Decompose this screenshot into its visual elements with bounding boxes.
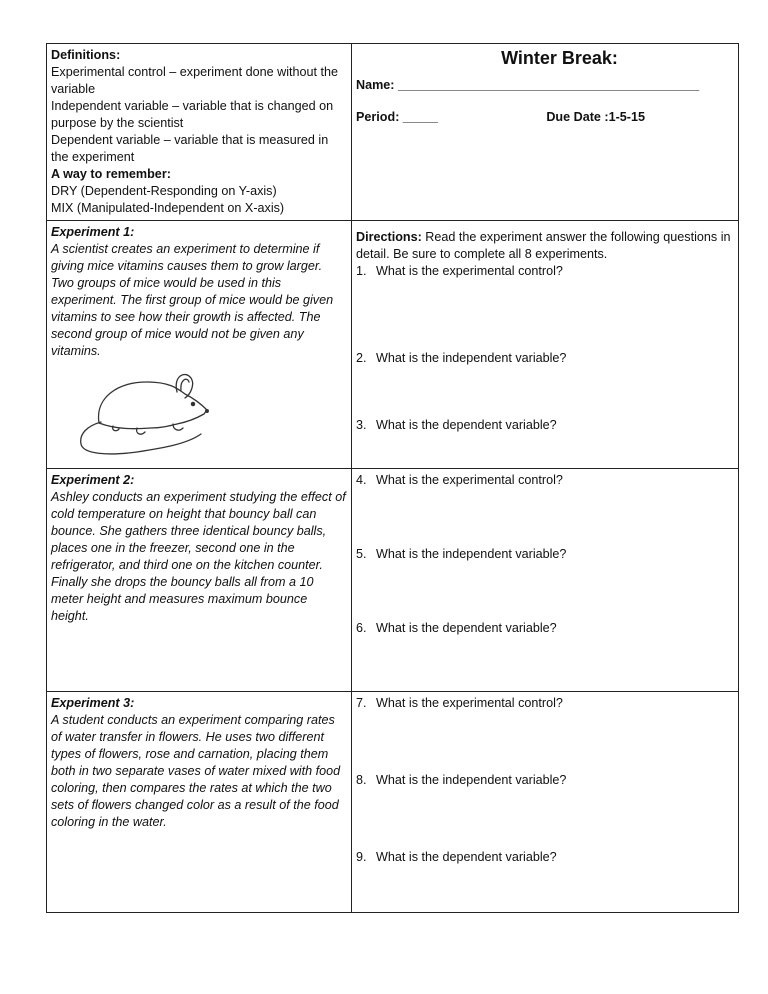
experiment-3-title: Experiment 3: bbox=[51, 696, 135, 710]
worksheet bbox=[46, 43, 732, 913]
definition-independent: Independent variable – variable that is changed on purpose by the scientist bbox=[51, 99, 334, 130]
experiment-1-text: A scientist creates an experiment to determine if giving mice vitamins causes them to grow larger. Two groups of mice would be used in this experiment. The first group of mice would be given vitamins to see how their growth is affected. The second group of mice would not be given any vitamins. bbox=[51, 242, 334, 358]
question-2: 2. What is the independent variable? bbox=[356, 351, 567, 365]
name-field: Name: ___________________________________________ bbox=[356, 78, 700, 92]
directions bbox=[356, 229, 733, 263]
question-9: 9. What is the dependent variable? bbox=[356, 850, 557, 864]
experiment-2-text: Ashley conducts an experiment studying the effect of cold temperature on height that bouncy ball can bounce. She gathers three identical bouncy balls, places one in the freezer, second one in the refrigerator, and third one on the kitchen counter. Finally she drops the bouncy balls all from a 10 meter height and measures maximum bounce height. bbox=[51, 490, 346, 623]
page-title: Winter Break: bbox=[501, 48, 618, 68]
remember-heading: A way to remember: bbox=[51, 167, 171, 181]
directions-label: Directions: bbox=[356, 230, 422, 244]
experiment-2-row bbox=[47, 469, 739, 692]
experiment-3-row bbox=[47, 692, 739, 913]
experiment-1-questions bbox=[352, 221, 739, 469]
question-8: 8. What is the independent variable? bbox=[356, 773, 567, 787]
question-3: 3. What is the dependent variable? bbox=[356, 418, 557, 432]
remember-mix: MIX (Manipulated-Independent on X-axis) bbox=[51, 201, 285, 215]
experiment-1-title: Experiment 1: bbox=[51, 225, 135, 239]
header-row bbox=[47, 44, 739, 221]
experiment-2-title: Experiment 2: bbox=[51, 473, 135, 487]
period-field: Period: _____ bbox=[356, 110, 438, 124]
experiment-2-cell bbox=[47, 469, 352, 692]
period-due-line bbox=[356, 109, 733, 126]
definitions-heading: Definitions: bbox=[51, 48, 121, 62]
experiment-3-cell bbox=[47, 692, 352, 913]
question-5: 5. What is the independent variable? bbox=[356, 547, 567, 561]
experiment-2-questions bbox=[352, 469, 739, 692]
question-4: 4. What is the experimental control? bbox=[356, 473, 563, 487]
mouse-illustration bbox=[77, 368, 346, 465]
definition-control: Experimental control – experiment done without the variable bbox=[51, 65, 339, 96]
definitions-cell bbox=[47, 44, 352, 221]
due-date: Due Date :1-5-15 bbox=[546, 110, 645, 124]
remember-dry: DRY (Dependent-Responding on Y-axis) bbox=[51, 184, 277, 198]
worksheet-table bbox=[46, 43, 739, 913]
definition-dependent: Dependent variable – variable that is measured in the experiment bbox=[51, 133, 329, 164]
directions-text: Read the experiment answer the following questions in detail. Be sure to complete all 8 experiments. bbox=[356, 230, 731, 261]
header-cell bbox=[352, 44, 739, 221]
question-7: 7. What is the experimental control? bbox=[356, 696, 563, 710]
question-1: 1. What is the experimental control? bbox=[356, 264, 563, 278]
experiment-3-text: A student conducts an experiment comparing rates of water transfer in flowers. He uses two different types of flowers, rose and carnation, placing them both in two separate vases of water mixed with food coloring, then compares the rates at which the two sets of flowers changed color as a result of the food coloring in the water. bbox=[51, 713, 341, 829]
mouse-icon bbox=[77, 368, 237, 460]
experiment-1-row bbox=[47, 221, 739, 469]
question-6: 6. What is the dependent variable? bbox=[356, 621, 557, 635]
experiment-1-cell bbox=[47, 221, 352, 469]
experiment-3-questions bbox=[352, 692, 739, 913]
